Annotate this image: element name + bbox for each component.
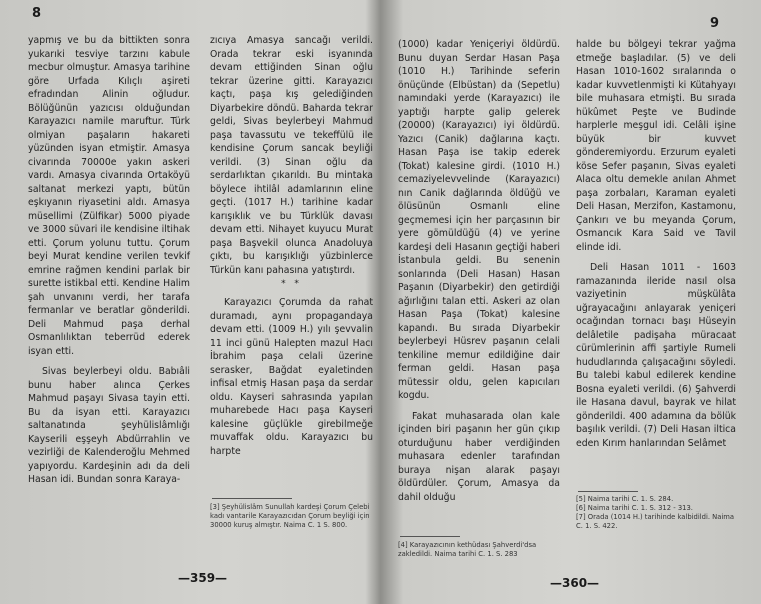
footnote: [5] Naima tarihi C. 1. S. 284.: [576, 495, 674, 503]
paragraph: Karayazıcı Çorumda da rahat duramadı, aynı propagandaya devam etti. (1009 H.) yılı şevvalin 11 inci günü Halepten mazul Hacı İbrahim paşa celali üzerine serasker, Bağdat eyaletinden infisal etmiş Hasan paşa da serdar oldu. Kayseri sahrasında yapılan muharebede Hacı paşa Kayseri kalesine güçlükle girebilmeğe muvaffak oldu. Karayazıcı bu harpte: [210, 297, 373, 457]
footnote-rule: [578, 491, 638, 492]
footnote: [3] Şeyhülislâm Sunullah kardeşi Çorum Çelebi kadı vantarile Karayazıcıdan Çorum beyliği için 30000 kuruş almıştır. Naima C. 1 S. 800.: [210, 503, 370, 529]
footnote-rule: [212, 498, 292, 499]
right-page-folio: —360—: [550, 576, 600, 590]
paragraph: yapmış ve bu da bittikten sonra yukarıki tesviye tarzını kabule mecbur olmuştur. Amasya tarihine göre Urfada Kılıçlı aşireti efradından Alinin oğludur. Bölüğünün yazıcısı olduğundan Karayazıcı namile maruftur. Türk olmiyan paşaların hakareti yüzünden isyan etmiştir. Amasya civarında 70000e yakın askeri vardı. Amasya civarında Ortaköyü saltanat merkezi yaptı, bütün eşkıyanın riyasetini aldı. Amasya müsellimi (Zülfikar) 5000 piyade ve 3000 süvari ile kendisine iltihak etti. Çorum yolunu tuttu. Çorum beyi Murat kendine verilen tevkif emrine rağmen kendini parlak bir surette istikbal etti. Kendine Halim şah unvanını verdi, her tarafa fermanlar ve beratlar gönderildi. Deli Mahmud paşa derhal Osmanlılıktan teberrüd ederek isyan etti.: [28, 35, 190, 357]
left-page-column-1: [28, 34, 190, 487]
right-page-top-number: 9: [710, 16, 720, 31]
right-page-column-1: [398, 38, 560, 504]
right-page: [382, 0, 761, 604]
left-page-top-number: 8: [32, 6, 42, 21]
left-page: [0, 0, 380, 604]
right-page-footnotes-col2: [576, 495, 736, 531]
paragraph: Deli Hasan 1011 - 1603 ramazanında ileride nasıl olsa vaziyetinin müşkülâta uğrayacağını anlayarak yeniçeri ocağından tornacı başı Hüseyin delâletile padişaha müracaat cürümlerinin affi şartiyle Rumeli hududlarında çalışacağını söyledi. Bu talebi kabul edilerek kendine Bosna eyaleti verildi. (6) Şahverdi ile Hasana davul, bayrak ve hilat gönderildi. 400 adamına da bölük başılık verildi. (7) Deli Hasan iltica eden Kırım hanlarından Selâmet: [576, 262, 736, 449]
paragraph: zıcıya Amasya sancağı verildi. Orada tekrar eski isyanında devam ettiğinden Sinan oğlu tekrar üzerine gitti. Karayazıcı kaçtı, paşa kış gelediğinden Diyarbekire döndü. Baharda tekrar geldi, Sivas beylerbeyi Mahmud paşa tavassutu ve tekeffülü ile kendisine Çorum sancak beyliği verildi. (3) Sinan oğlu da serdarlıktan çıkarıldı. Bu mintaka böylece ihtilâl adamlarının eline geçti. (1017 H.) tarihine kadar karışıklık ve bu Türklük davası devam etti. Nihayet kuyucu Murat paşa Başvekil olunca Anadoluya çıktı, bu karışıklığı yüzbinlerce Türkün kanı pahasına yatıştırdı.: [210, 35, 373, 276]
left-page-column-2: [210, 34, 373, 458]
left-page-folio: —359—: [178, 571, 228, 585]
right-page-column-2: [576, 38, 736, 450]
left-page-footnote: [210, 503, 373, 530]
paragraph: Fakat muhasarada olan kale içinden biri paşanın her gün çıkıp oturduğunu haber verdiğinden muhasara edenler tarafından buraya nişan alarak paşayı öldürdüler. Çorum, Amasya da dahil olduğu: [398, 410, 560, 503]
footnote-rule: [400, 536, 460, 537]
right-page-footnote-col1: [398, 541, 560, 559]
footnote: [4] Karayazıcının kethüdası Şahverdi'dsa zakledildi. Naima tarihi C. 1. S. 283: [398, 541, 537, 558]
section-separator: * *: [281, 279, 302, 289]
footnote: [7] Orada (1014 H.) tarihinde kalbidildi. Naima C. 1. S. 422.: [576, 513, 735, 530]
paragraph: (1000) kadar Yeniçeriyi öldürdü. Bunu duyan Serdar Hasan Paşa (1010 H.) Tarihinde seferin önüçünde (Elbüstan) da (Sepetlu) namındaki yerde (Karayazıcı) ile yaptığı harpte galip gelerek (20000) (Karayazıcı) iyi öldürdü. Yazıcı (Canik) dağlarına kaçtı. Hasan Paşa ise takip ederek (Tokat) kalesine girdi. (1010 H.) cemaziyelevvelinde (Karayazıcı) nın Canik dağlarında öldüğü ve ölüsünün Osmanlı eline geçmemesi için her parçasının bir yere gömüldüğü (4) ve yerine kardeşi deli Hasanın geçtiği haberi İstanbula geldi. Bu senenin sonlarında (Deli Hasan) Hasan Paşanın (Diyarbekir) den getirdiği ağırlığını talan etti. Askeri az olan Hasan Paşa (Tokat) kalesine kapandı. Bu sırada Diyarbekir beylerbeyi Hüsrev paşanın celali tenkiline memur edildiğine dair ferman geldi. Hasan paşa mütessir oldu, gelen kapıcıları kogdu.: [398, 39, 560, 401]
paragraph: Sivas beylerbeyi oldu. Babıâli bunu haber alınca Çerkes Mahmud paşayı Sivasa tayin etti. Bu da isyan etti. Karayazıcı saltanatında şeyhülislâmlığı Kayserili eşşeyh Abdürrahlin ve vezirliği de Kalenderoğlu Mehmed yapıyordu. Kardeşinin adı da deli Hasan idi. Bundan sonra Karaya-: [28, 366, 190, 485]
paragraph: halde bu bölgeyi tekrar yağma etmeğe başladılar. (5) ve deli Hasan 1010-1602 sıralarında o kadar kuvvetlenmişti ki Kütahyayı bile muhasara etmişti. Bu sırada hükûmet Peşte ve Budinde harplerle meşgul idi. Celâli işine büyük bir kuvvet gönderemiyordu. Erzurum eyaleti köse Sefer paşanın, Sivas eyaleti Alaca oltu demekle anılan Ahmet paşa zorbaları, Karaman eyaleti Deli Hasan, Merzifon, Kastamonu, Çankırı ve bu meyanda Çorum, Osmancık Kara Said ve Tavil elinde idi.: [576, 39, 736, 253]
footnote: [6] Naima tarihi C. 1. S. 312 - 313.: [576, 504, 693, 512]
